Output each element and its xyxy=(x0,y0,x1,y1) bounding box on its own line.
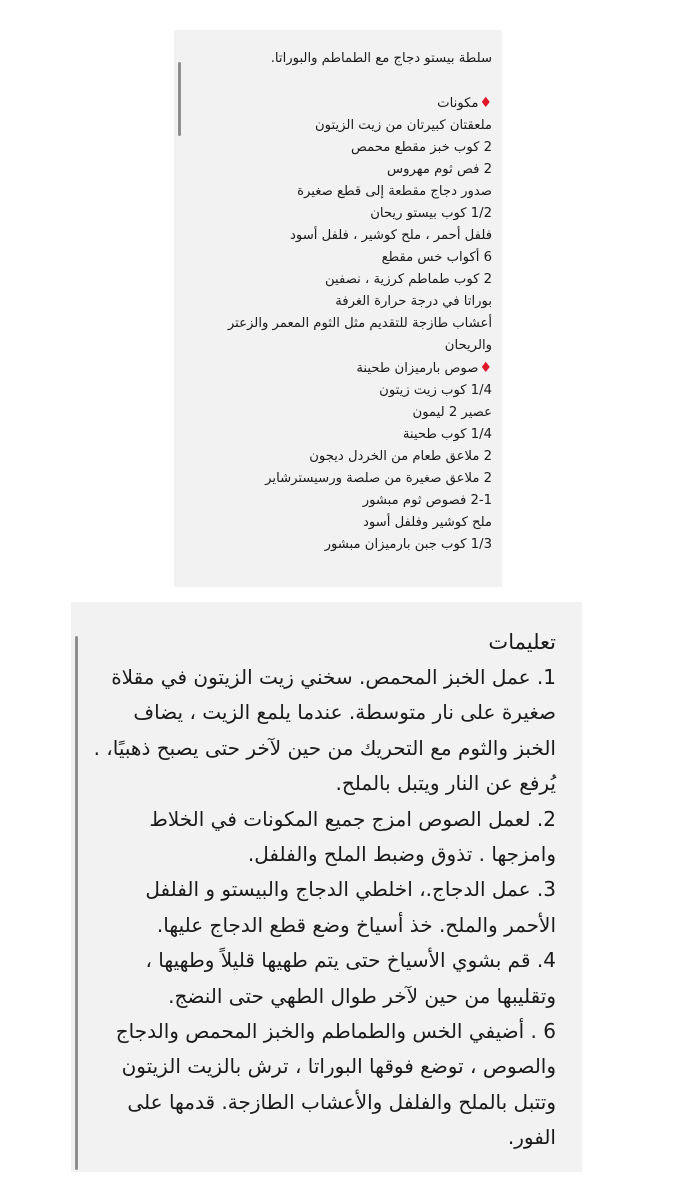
sauce-item: 2 ملاعق صغيرة من صلصة ورسيسترشاير xyxy=(265,471,492,486)
section-heading-sauce: ♦صوص بارميزان طحينة xyxy=(356,360,492,376)
ingredient-item: أعشاب طازجة للتقديم مثل الثوم المعمر والزعتر والريحان xyxy=(227,316,492,353)
ingredient-item: فلفل أحمر ، ملح كوشير ، فلفل أسود xyxy=(290,228,492,243)
ingredient-item: صدور دجاج مقطعة إلى قطع صغيرة xyxy=(297,184,492,199)
instruction-step: 1. عمل الخبز المحمص. سخني زيت الزيتون في مقلاة صغيرة على نار متوسطة. عندما يلمع الزيت ، يضاف الخبز والثوم مع التحريك من حين لآخر حتى يصبح ذهبيًا، . يُرفع عن النار ويتبل بالملح. xyxy=(93,665,556,796)
ingredient-item: 2 كوب طماطم كرزية ، نصفين xyxy=(325,272,492,287)
scrollbar[interactable] xyxy=(178,62,181,136)
sauce-item: 2-1 فصوص ثوم مبشور xyxy=(362,493,492,508)
instruction-step: 2. لعمل الصوص امزج جميع المكونات في الخلاط وامزجها . تذوق وضبط الملح والفلفل. xyxy=(149,806,556,867)
recipe-title: سلطة بيستو دجاج مع الطماطم والبوراتا. xyxy=(270,51,492,66)
ingredient-item: 2 فص ثوم مهروس xyxy=(387,162,492,177)
red-diamond-icon: ♦ xyxy=(479,360,492,376)
ingredients-note xyxy=(174,30,502,587)
instructions-note xyxy=(71,602,582,1172)
instruction-step: 3. عمل الدجاج.، اخلطي الدجاج والبيستو و الفلفل الأحمر والملح. خذ أسياخ وضع قطع الدجاج عليها. xyxy=(145,877,556,937)
ingredient-item: بوراتا في درجة حرارة الغرفة xyxy=(335,294,492,309)
sauce-item: 1/4 كوب زيت زيتون xyxy=(379,383,492,398)
scrollbar[interactable] xyxy=(75,636,78,1170)
instructions-title: تعليمات xyxy=(488,630,556,654)
sauce-item: عصير 2 ليمون xyxy=(412,405,492,420)
red-diamond-icon: ♦ xyxy=(479,95,492,111)
ingredient-item: 1/2 كوب بيستو ريحان xyxy=(370,206,492,221)
sauce-item: 2 ملاعق طعام من الخردل ديجون xyxy=(309,449,492,464)
instruction-step: 6 . أضيفي الخس والطماطم والخبز المحمص والدجاج والصوص ، توضع فوقها البوراتا ، ترش بالزيت الزيتون وتتبل بالملح والفلفل والأعشاب الطازجة. قدمها على الفور. xyxy=(115,1019,556,1150)
instruction-step: 4. قم بشوي الأسياخ حتى يتم طهيها قليلاً وطهيها ، وتقليبها من حين لآخر طوال الطهي حتى النضج. xyxy=(145,948,556,1008)
ingredient-item: ملعقتان كبيرتان من زيت الزيتون xyxy=(315,118,492,133)
sauce-item: ملح كوشير وفلفل أسود xyxy=(362,515,492,530)
ingredient-item: 6 أكواب خس مقطع xyxy=(381,250,492,265)
section-heading-ingredients: ♦مكونات xyxy=(437,95,492,111)
ingredient-item: 2 كوب خبز مقطع محمص xyxy=(351,140,492,155)
sauce-item: 1/4 كوب طحينة xyxy=(402,427,492,442)
sauce-item: 1/3 كوب جبن بارميزان مبشور xyxy=(324,537,492,552)
